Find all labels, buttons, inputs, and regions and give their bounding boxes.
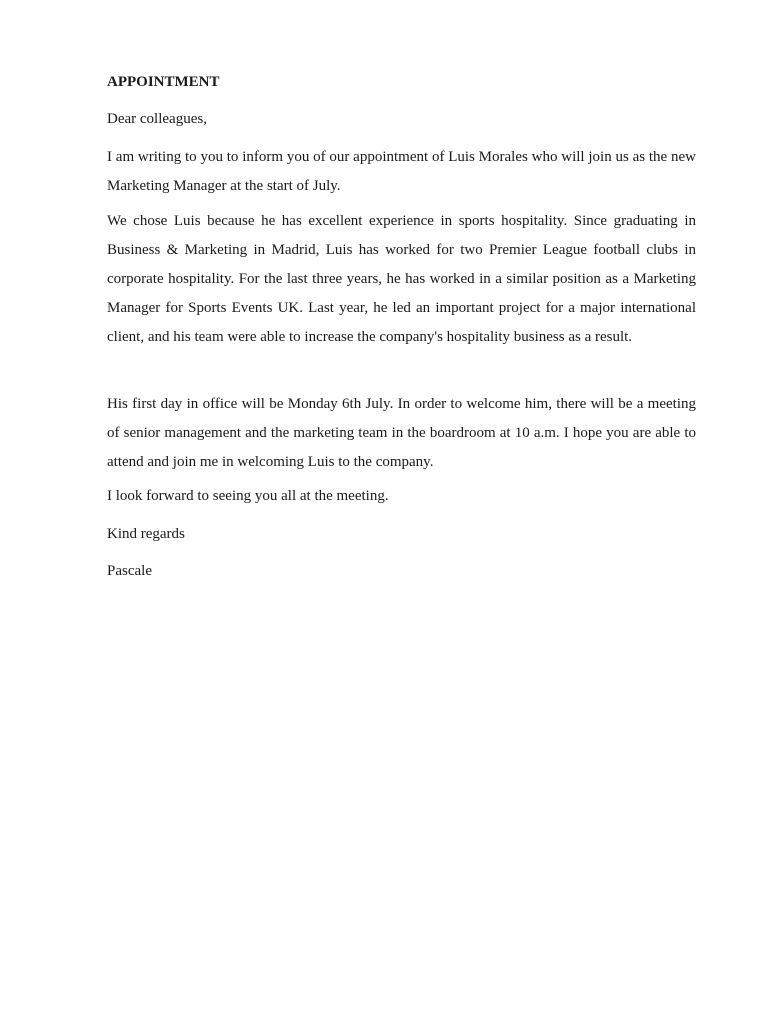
letter-title: APPOINTMENT xyxy=(107,74,220,90)
paragraph-intro: I am writing to you to inform you of our appointment of Luis Morales who will join us as the new Marketing Manager at the start of July. xyxy=(107,149,696,194)
paragraph-closing-line: I look forward to seeing you all at the meeting. xyxy=(107,488,389,504)
salutation: Dear colleagues, xyxy=(107,111,207,127)
closing: Kind regards xyxy=(107,526,185,542)
paragraph-experience: We chose Luis because he has excellent experience in sports hospitality. Since graduating in Business & Marketing in Madrid, Luis has worked for two Premier League football clubs in corporate hospitality. For the last three years, he has worked in a similar position as a Marketing Manager for Sports Events UK. Last year, he led an important project for a major international client, and his team were able to increase the company's hospitality business as a result. xyxy=(107,213,696,345)
paragraph-first-day: His first day in office will be Monday 6th July. In order to welcome him, there will be a meeting of senior management and the marketing team in the boardroom at 10 a.m. I hope you are able to attend and join me in welcoming Luis to the company. xyxy=(107,396,696,470)
signature: Pascale xyxy=(107,563,152,579)
